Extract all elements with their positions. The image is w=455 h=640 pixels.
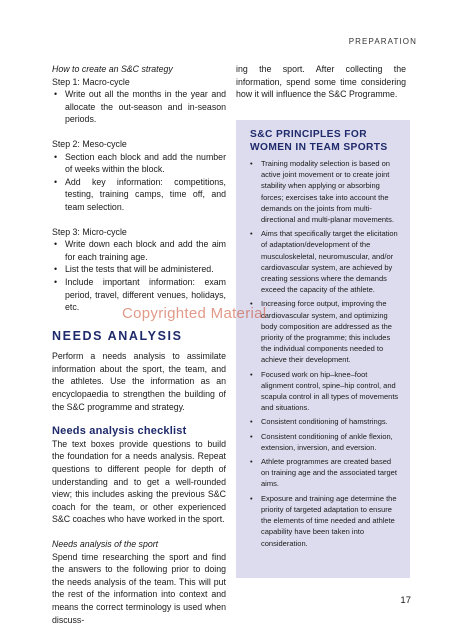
right-column-text <box>236 63 406 101</box>
list-item: • Training modality selection is based on active joint movement or to create joint stability when applying or absorbing forces; exercises take into account the demands on the joints from multi-directional and multi-planar movements. <box>249 158 399 225</box>
checklist-heading: Needs analysis checklist <box>52 425 187 438</box>
step1-title: Step 1: Macro-cycle <box>52 76 130 87</box>
step1-list <box>52 88 226 126</box>
needs-analysis-heading: NEEDS ANALYSIS <box>52 328 183 343</box>
strategy-title: How to create an S&C strategy <box>52 64 173 74</box>
left-column <box>52 63 226 626</box>
copyright-watermark: Copyrighted Material <box>122 305 267 322</box>
sidebar-list <box>249 158 399 552</box>
step3-list <box>52 238 226 314</box>
needs-analysis-paragraph: Perform a needs analysis to assimilate information about the sport, the team, and the athletes. Use the information as an encyclopaedia to strengthen the building of the S&C programme and strategy. <box>52 351 226 412</box>
list-item: • Exposure and training age determine the priority of targeted adaptation to ensure the elements of time needed and athlete capability have been taken into consideration. <box>249 493 399 549</box>
sidebar-title: S&C PRINCIPLES FOR WOMEN IN TEAM SPORTS <box>250 129 388 153</box>
list-item: • List the tests that will be administered. <box>52 263 226 276</box>
continuation-paragraph: ing the sport. After collecting the information, spend some time considering how it will influence the S&C Programme. <box>236 64 406 100</box>
sport-analysis-title: Needs analysis of the sport <box>52 539 159 549</box>
checklist-paragraph: The text boxes provide questions to build the foundation for a needs analysis. Repeat questions to different people for depth of understanding and to get a well-rounded view; this includes asking the previous S&C coach for the team, or other experienced S&C coaches who have worked in the sport. <box>52 438 226 525</box>
list-item: • Increasing force output, improving the cardiovascular system, and optimizing body composition are addressed as the priority of the programme; this includes the individual components needed to achieve their development. <box>249 298 399 365</box>
list-item: • Include important information: exam period, travel, different venues, holidays, etc. <box>52 276 226 314</box>
page-number: 17 <box>400 595 411 606</box>
list-item: • Consistent conditioning of hamstrings. <box>249 416 399 427</box>
list-item: • Athlete programmes are created based on training age and the associated target aims. <box>249 456 399 490</box>
step2-title: Step 2: Meso-cycle <box>52 138 127 149</box>
sport-analysis-paragraph: Spend time researching the sport and find the answers to the following prior to doing the needs analysis of the team. This will put the rest of the information into context and means the correct terminology is used when discuss- <box>52 551 226 625</box>
list-item: • Add key information: competitions, testing, training camps, time off, and team selection. <box>52 176 226 214</box>
principles-sidebar <box>236 120 410 578</box>
list-item: • Aims that specifically target the elicitation of adaptation/development of the musculoskeletal, neuromuscular, and/or cardiovascular system, are achieved by creating sessions where the demands exceed the capacity of the athlete. <box>249 228 399 295</box>
step3-title: Step 3: Micro-cycle <box>52 226 127 237</box>
list-item: • Consistent conditioning of ankle flexion, extension, inversion, and eversion. <box>249 431 399 453</box>
list-item: • Write out all the months in the year and allocate the out-season and in-season periods. <box>52 88 226 126</box>
list-item: • Section each block and add the number of weeks within the block. <box>52 151 226 176</box>
list-item: • Focused work on hip–knee–foot alignment control, spine–hip control, and scapula control in all types of movements and situations. <box>249 369 399 414</box>
running-header: PREPARATION <box>348 37 417 46</box>
step2-list <box>52 151 226 214</box>
list-item: • Write down each block and add the aim for each training age. <box>52 238 226 263</box>
